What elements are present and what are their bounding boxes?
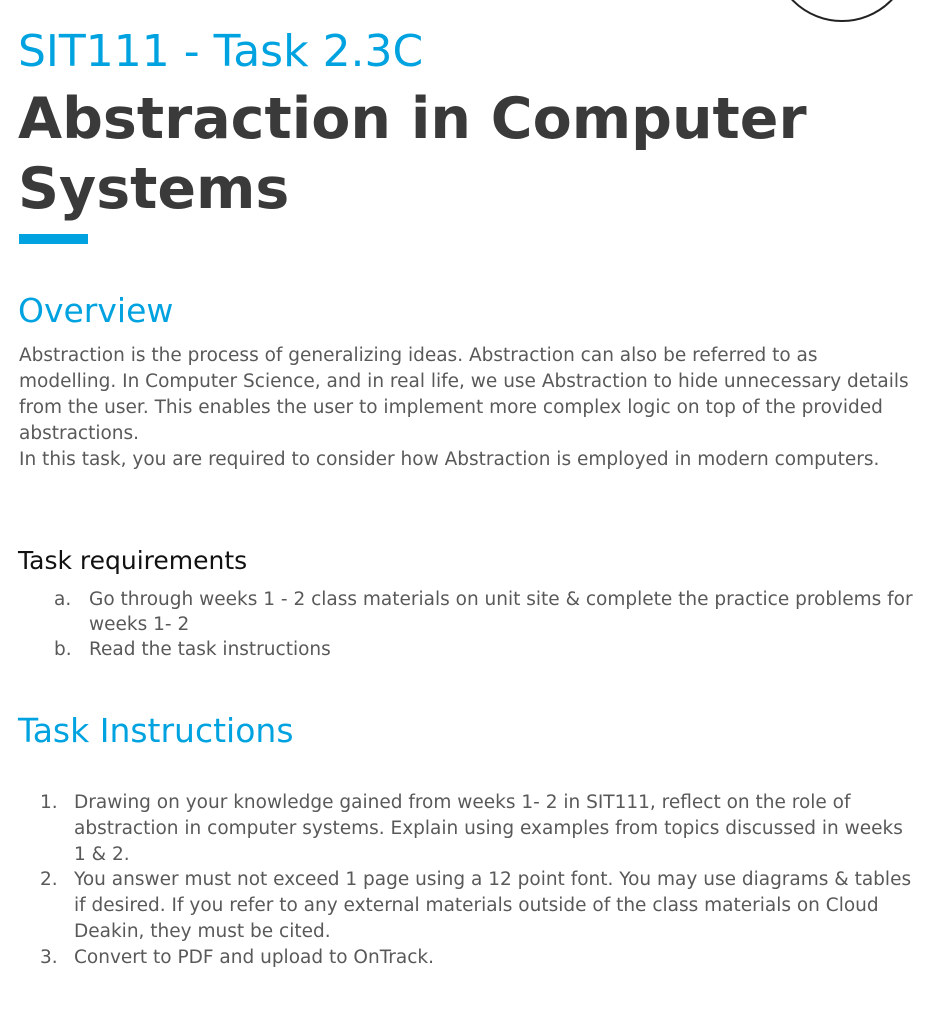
instruction-item <box>19 790 919 867</box>
overview-paragraph-1: Abstraction is the process of generalizing ideas. Abstraction can also be referred to as modelling. In Computer Science, and in real life, we use Abstraction to hide unnecessary details from the user. This enables the user to implement more complex logic on top of the provided abstractions. <box>19 345 909 444</box>
requirement-text: Go through weeks 1 - 2 class materials on unit site & complete the practice problems for weeks 1- 2 <box>89 589 913 635</box>
instruction-text: Convert to PDF and upload to OnTrack. <box>74 946 435 968</box>
requirements-list <box>19 587 919 662</box>
instruction-marker: 2. <box>40 869 58 891</box>
requirement-text: Read the task instructions <box>89 639 331 660</box>
instructions-list <box>19 790 919 971</box>
overview-paragraph-2: In this task, you are required to consider how Abstraction is employed in modern computers. <box>19 449 880 470</box>
requirements-heading: Task requirements <box>18 546 248 575</box>
overview-heading: Overview <box>18 291 174 330</box>
document-subtitle: SIT111 - Task 2.3C <box>18 26 424 77</box>
instruction-item <box>19 945 919 971</box>
document-title: Abstraction in Computer Systems <box>18 86 807 222</box>
instruction-marker: 3. <box>40 946 58 968</box>
instructions-heading: Task Instructions <box>18 711 294 750</box>
requirement-marker: b. <box>54 639 72 660</box>
requirement-marker: a. <box>54 589 72 610</box>
instruction-item <box>19 867 919 944</box>
instruction-text: You answer must not exceed 1 page using a 12 point font. You may use diagrams & tables if desired. If you refer to any external materials outside of the class materials on Cloud Deakin, they must be cited. <box>74 869 912 942</box>
corner-circle-decoration <box>772 0 912 22</box>
instruction-marker: 1. <box>40 792 58 813</box>
instruction-text: Drawing on your knowledge gained from weeks 1- 2 in SIT111, reflect on the role of abstraction in computer systems. Explain using examples from topics discussed in weeks 1 & 2. <box>74 792 903 865</box>
requirement-item <box>19 637 919 662</box>
overview-section <box>19 343 919 473</box>
title-accent-bar <box>19 234 88 244</box>
requirement-item <box>19 587 919 637</box>
